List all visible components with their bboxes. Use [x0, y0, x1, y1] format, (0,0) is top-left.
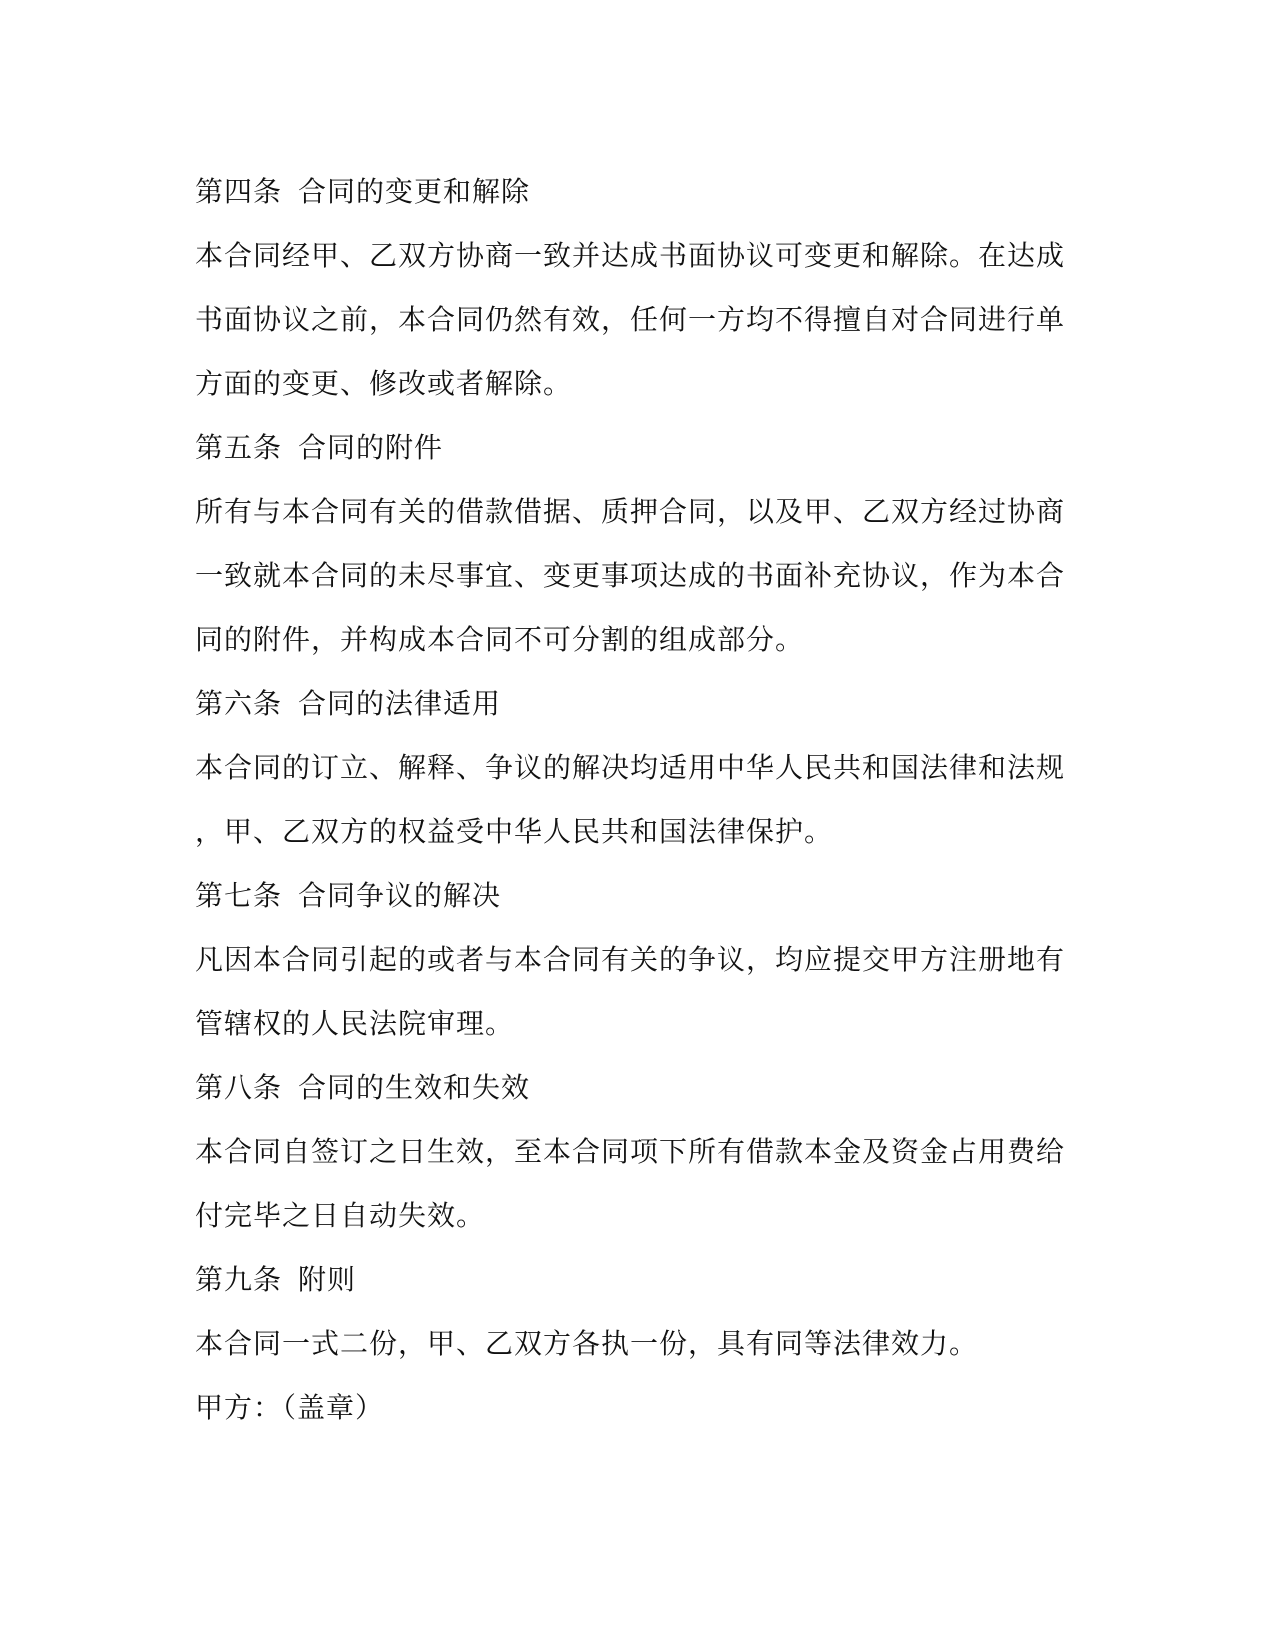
section-title: 合同的生效和失效 [298, 1071, 531, 1104]
paragraph-line: 付完毕之日自动失效。 [195, 1199, 486, 1232]
section-title: 附则 [298, 1263, 357, 1296]
paragraph-line: 书面协议之前，本合同仍然有效，任何一方均不得擅自对合同进行单 [195, 303, 1066, 336]
paragraph-line: 同的附件，并构成本合同不可分割的组成部分。 [195, 623, 805, 656]
paragraph-line: 本合同的订立、解释、争议的解决均适用中华人民共和国法律和法规 [195, 751, 1066, 784]
section-heading-8 [195, 1056, 1080, 1120]
section-title: 合同的附件 [298, 431, 444, 464]
section-number: 第六条 [195, 687, 283, 720]
document-body [195, 160, 1080, 1440]
section-number: 第四条 [195, 175, 283, 208]
section-heading-4 [195, 160, 1080, 224]
section-number: 第八条 [195, 1071, 283, 1104]
section-heading-7 [195, 864, 1080, 928]
paragraph-line: 凡因本合同引起的或者与本合同有关的争议，均应提交甲方注册地有 [195, 943, 1066, 976]
paragraph-line: 管辖权的人民法院审理。 [195, 1007, 515, 1040]
paragraph-line: 本合同自签订之日生效，至本合同项下所有借款本金及资金占用费给 [195, 1135, 1066, 1168]
paragraph-line: 本合同经甲、乙双方协商一致并达成书面协议可变更和解除。在达成 [195, 239, 1066, 272]
signature-line: 甲方：（盖章） [195, 1391, 385, 1424]
section-heading-5 [195, 416, 1080, 480]
paragraph-line: 方面的变更、修改或者解除。 [195, 367, 573, 400]
section-title: 合同的变更和解除 [298, 175, 531, 208]
paragraph-line: ，甲、乙双方的权益受中华人民共和国法律保护。 [195, 815, 834, 848]
section-number: 第七条 [195, 879, 283, 912]
paragraph-line: 一致就本合同的未尽事宜、变更事项达成的书面补充协议，作为本合 [195, 559, 1066, 592]
section-heading-9 [195, 1248, 1080, 1312]
section-title: 合同的法律适用 [298, 687, 502, 720]
paragraph-line: 所有与本合同有关的借款借据、质押合同，以及甲、乙双方经过协商 [195, 495, 1066, 528]
section-heading-6 [195, 672, 1080, 736]
paragraph-line: 本合同一式二份，甲、乙双方各执一份，具有同等法律效力。 [195, 1327, 979, 1360]
section-title: 合同争议的解决 [298, 879, 502, 912]
section-number: 第九条 [195, 1263, 283, 1296]
section-number: 第五条 [195, 431, 283, 464]
